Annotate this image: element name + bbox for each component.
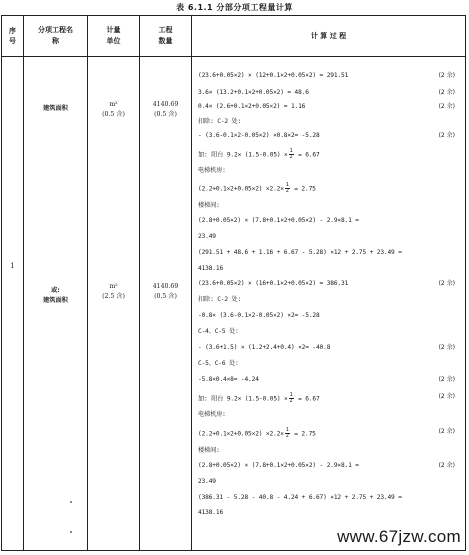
calc-line-note: (2 余)	[438, 103, 455, 110]
calc-line-text: (2.8+0.05×2) × (7.8+0.1×2+0.05×2) - 2.9×8.1 =	[198, 462, 359, 469]
name-cell	[24, 57, 88, 551]
fraction-denominator: 2	[289, 154, 293, 160]
fraction-denominator: 2	[285, 433, 289, 439]
fraction-denominator: 2	[289, 398, 293, 404]
calc-line-text: 加: 阳台 9.2× (1.5-0.05) ×	[198, 151, 288, 159]
calc-line-note: (2 余)	[438, 344, 455, 351]
fraction	[285, 183, 290, 194]
calc-line-text: (2.2+0.1×2+0.05×2) ×2.2×	[198, 430, 284, 438]
calc-line-text: (2.2+0.1×2+0.05×2) ×2.2×	[198, 185, 284, 193]
qty-1: 4140.69	[152, 101, 179, 108]
header-qty: 工程数量	[140, 16, 192, 57]
scan-speck	[70, 531, 72, 533]
calc-line	[198, 344, 330, 352]
seq-cell	[2, 57, 24, 551]
scan-speck	[70, 501, 72, 503]
calc-line-text: 楼梯间:	[198, 202, 220, 209]
fraction-numerator: 1	[289, 392, 293, 398]
calc-line	[198, 217, 359, 225]
unit-2: m²	[109, 283, 118, 290]
calc-line	[198, 280, 348, 288]
calc-line-result: = 2.75	[290, 430, 316, 438]
calc-line	[198, 494, 402, 502]
calc-line	[198, 312, 320, 320]
calc-line-text: 0.4× (2.6+0.1×2+0.05×2) = 1.16	[198, 103, 306, 110]
calc-line	[198, 72, 348, 80]
calc-line-note: (2 余)	[438, 280, 455, 287]
calc-line	[198, 89, 309, 97]
calc-line-text: - (3.6-0.1×2-0.05×2) ×0.8×2= -5.28	[198, 132, 320, 139]
calc-line	[198, 360, 239, 368]
calc-line	[198, 411, 226, 419]
calc-line-text: -5.8×0.4×8= -4.24	[198, 376, 259, 383]
unit-cell	[88, 57, 140, 551]
calc-line-note: (2 余)	[438, 428, 455, 435]
calc-line	[198, 328, 239, 336]
unit-1: m²	[109, 101, 118, 108]
calc-line-text: (23.6+0.05×2) × (12+0.1×2+0.05×2) = 291.51	[198, 72, 349, 79]
seq-number: 1	[10, 262, 15, 270]
header-seq: 序号	[2, 16, 24, 57]
calc-line-result: = 6.67	[294, 395, 320, 403]
calc-line-note: (2 余)	[438, 72, 455, 79]
calc-line	[198, 478, 216, 486]
qty-2: 4140.69	[152, 283, 179, 290]
item-name-1: 建筑面积	[43, 105, 68, 112]
fraction	[289, 149, 294, 160]
header-unit: 计量单位	[88, 16, 140, 57]
fraction-numerator: 1	[285, 182, 289, 188]
calc-line	[198, 103, 305, 111]
fraction-numerator: 1	[289, 148, 293, 154]
calc-line-text: 3.6× (13.2+0.1×2+0.05×2) = 48.6	[198, 89, 309, 96]
calc-line	[198, 118, 241, 126]
fraction	[289, 393, 294, 404]
calc-line	[198, 167, 226, 175]
calc-line-note: (2 余)	[438, 132, 455, 139]
calc-line-text: (386.31 - 5.28 - 40.8 - 4.24 + 6.67) ×12 + 2.75 + 23.49 =	[198, 494, 402, 501]
qty-2-note: (0.5 含)	[154, 293, 177, 300]
calc-lines	[192, 57, 465, 550]
calc-line	[198, 132, 320, 140]
qty-cell	[140, 57, 192, 551]
calc-line	[198, 509, 223, 517]
calc-line	[198, 393, 320, 404]
calc-line-text: 电梯机房:	[198, 167, 226, 174]
calc-line-note: (2 余)	[438, 376, 455, 383]
calc-line	[198, 296, 241, 304]
calc-line-text: 加: 阳台 9.2× (1.5-0.05) ×	[198, 395, 288, 403]
fraction-numerator: 1	[285, 427, 289, 433]
calc-line-text: 23.49	[198, 233, 216, 240]
table-title: 表 6.1.1 分部分项工程量计算	[176, 3, 293, 12]
calc-line-text: (291.51 + 48.6 + 1.16 + 6.67 - 5.28) ×12 + 2.75 + 23.49 =	[198, 249, 402, 256]
calc-line	[198, 249, 402, 257]
calc-line	[198, 183, 316, 194]
calc-line	[198, 265, 223, 273]
watermark: www.67jzw.com	[337, 527, 461, 546]
quantity-table	[1, 15, 466, 551]
calc-line-result: = 2.75	[290, 185, 316, 193]
calc-line-note: (2 余)	[438, 393, 455, 400]
calc-line-note: (2 余)	[438, 89, 455, 96]
calc-line	[198, 462, 359, 470]
calc-line	[198, 447, 220, 455]
calc-line	[198, 149, 320, 160]
calc-line-text: 扣除: C-2 处:	[198, 296, 242, 303]
calc-line-text: 扣除: C-2 处:	[198, 118, 242, 125]
calc-line-text: -0.8× (3.6-0.1×2-0.05×2) ×2= -5.28	[198, 312, 320, 319]
table-header-row	[2, 16, 466, 57]
qty-1-note: (0.5 含)	[154, 111, 177, 118]
item-name-2a: 或:	[51, 287, 60, 294]
header-calc: 计 算 过 程	[192, 16, 466, 57]
calc-line-text: (23.6+0.05×2) × (16+0.1×2+0.05×2) = 386.31	[198, 280, 349, 287]
calc-line-text: - (3.6+1.5) × (1.2+2.4+0.4) ×2= -40.8	[198, 344, 331, 351]
calc-line-text: C-4、C-5 处:	[198, 328, 239, 335]
header-name: 分项工程名称	[24, 16, 88, 57]
calc-cell	[192, 57, 466, 551]
item-name-2b: 建筑面积	[43, 297, 68, 304]
table-row	[2, 57, 466, 551]
calc-line-result: = 6.67	[294, 151, 320, 159]
fraction	[285, 428, 290, 439]
calc-line	[198, 233, 216, 241]
calc-line-text: 4138.16	[198, 509, 224, 516]
calc-line-text: C-5、C-6 处:	[198, 360, 239, 367]
calc-line	[198, 428, 316, 439]
fraction-denominator: 2	[285, 188, 289, 194]
calc-line-text: 23.49	[198, 478, 216, 485]
calc-line-text: 楼梯间:	[198, 447, 220, 454]
calc-line-note: (2 余)	[438, 462, 455, 469]
calc-line-text: 电梯机房:	[198, 411, 226, 418]
unit-1-note: (0.5 含)	[102, 111, 125, 118]
calc-line	[198, 202, 220, 210]
calc-line-text: (2.8+0.05×2) × (7.8+0.1×2+0.05×2) - 2.9×8.1 =	[198, 217, 359, 224]
unit-2-note: (2.5 含)	[102, 293, 125, 300]
calc-line-text: 4138.16	[198, 265, 224, 272]
calc-line	[198, 376, 259, 384]
